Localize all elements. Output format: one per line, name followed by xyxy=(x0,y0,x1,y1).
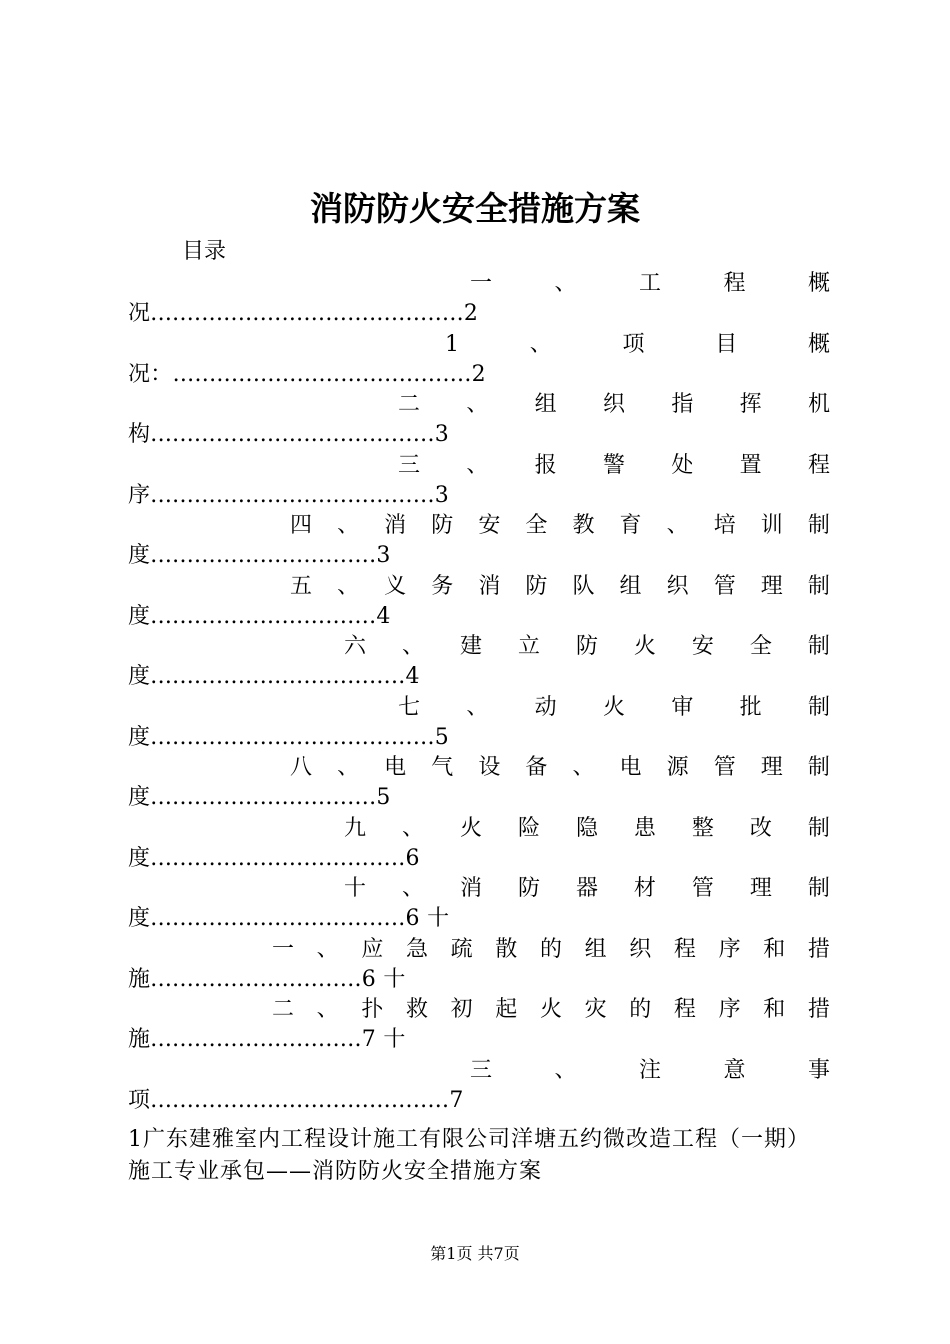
toc-head-char: 工 xyxy=(638,271,661,296)
toc-head-char: 火 xyxy=(539,997,562,1022)
toc-head-char: 、 xyxy=(666,513,689,538)
toc-head-char: 灾 xyxy=(584,997,607,1022)
toc-head-char: 、 xyxy=(554,1057,577,1083)
toc-head-char: 整 xyxy=(691,815,714,841)
toc-head-char: 备 xyxy=(525,755,548,780)
toc-head-char: 、 xyxy=(572,755,595,780)
toc-entry-tail: 度...................................6 十 xyxy=(128,906,450,931)
toc-head-char: 意 xyxy=(723,1057,746,1083)
toc-head-char: 消 xyxy=(478,573,501,599)
toc-head-char: 防 xyxy=(431,513,454,538)
toc-entry-head xyxy=(398,692,830,724)
toc-head-char: 训 xyxy=(760,513,783,538)
toc-head-char: 管 xyxy=(691,876,714,901)
toc-head-char: 消 xyxy=(384,513,407,538)
toc-head-char: 全 xyxy=(525,513,548,538)
toc-head-char: 置 xyxy=(739,452,762,478)
toc-head-char: 务 xyxy=(431,573,454,599)
toc-entry-tail: 项.........................................7 xyxy=(128,1087,464,1113)
toc-head-char: 教 xyxy=(572,513,595,538)
toc-head-char: 注 xyxy=(638,1057,661,1083)
toc-head-char: 制 xyxy=(807,573,830,599)
toc-entry-head xyxy=(470,268,830,300)
toc-entry-tail: 度...............................4 xyxy=(128,603,391,629)
toc-head-char: 安 xyxy=(478,513,501,538)
toc-head-char: 、 xyxy=(466,694,489,720)
toc-head-char: 项 xyxy=(622,331,645,357)
toc-head-char: 、 xyxy=(316,997,339,1022)
toc-head-char: 防 xyxy=(517,876,540,901)
toc-head-char: 培 xyxy=(713,513,736,538)
toc-entry-tail: 况...........................................2 xyxy=(128,301,479,326)
toc-head-char: 材 xyxy=(633,876,656,901)
toc-entry-tail: 序.......................................3 xyxy=(128,482,450,508)
toc-head-char: 序 xyxy=(718,936,741,962)
toc-head-char: 、 xyxy=(554,271,577,296)
toc-head-char: 挥 xyxy=(739,392,762,417)
page-footer: 第1页 共7页 xyxy=(430,1244,520,1263)
toc-head-char: 义 xyxy=(384,573,407,599)
toc-head-char: 扑 xyxy=(361,997,384,1022)
toc-head-char: 患 xyxy=(633,815,656,841)
toc-head-char: 警 xyxy=(602,452,625,478)
toc-head-char: 防 xyxy=(575,634,598,659)
toc-head-char: 、 xyxy=(466,452,489,478)
toc-head-char: 理 xyxy=(760,755,783,780)
toc-head-char: 救 xyxy=(405,997,428,1022)
toc-head-char: 报 xyxy=(534,452,557,478)
toc-entry-tail: 度...................................4 xyxy=(128,664,420,689)
toc-head-char: 一 xyxy=(470,271,493,296)
toc-entry-head xyxy=(344,631,830,663)
toc-head-char: 建 xyxy=(459,634,482,659)
toc-head-char: 消 xyxy=(459,876,482,901)
toc-head-char: 组 xyxy=(619,573,642,599)
toc-head-char: 织 xyxy=(602,392,625,417)
toc-head-char: 、 xyxy=(316,936,339,962)
toc-head-char: 的 xyxy=(629,997,652,1022)
toc-head-char: 二 xyxy=(272,997,295,1022)
toc-entry-tail: 况：.........................................2 xyxy=(128,361,486,387)
toc-head-char: 程 xyxy=(723,271,746,296)
toc-entry-head xyxy=(470,1055,830,1087)
toc-head-char: 隐 xyxy=(575,815,598,841)
toc-head-char: 急 xyxy=(405,936,428,962)
toc-head-char: 火 xyxy=(459,815,482,841)
toc-head-char: 序 xyxy=(718,997,741,1022)
toc-head-char: 组 xyxy=(584,936,607,962)
toc-entry-head xyxy=(272,934,830,966)
toc-entry-tail: 度...............................5 xyxy=(128,785,391,810)
toc-head-char: 全 xyxy=(749,634,772,659)
toc-head-char: 目 xyxy=(715,331,738,357)
toc-head-char: 织 xyxy=(666,573,689,599)
toc-head-char: 起 xyxy=(495,997,518,1022)
toc-head-char: 险 xyxy=(517,815,540,841)
toc-entry-head xyxy=(290,510,830,542)
toc-head-char: 初 xyxy=(450,997,473,1022)
toc-head-char: 和 xyxy=(763,936,786,962)
toc-head-char: 批 xyxy=(739,694,762,720)
toc-head-char: 制 xyxy=(807,755,830,780)
toc-head-char: 八 xyxy=(290,755,313,780)
toc-head-char: 程 xyxy=(673,997,696,1022)
toc-entry-tail: 构.......................................3 xyxy=(128,422,450,447)
toc-head-char: 、 xyxy=(401,815,424,841)
toc-head-char: 疏 xyxy=(450,936,473,962)
toc-entry-head xyxy=(272,994,830,1026)
toc-head-char: 处 xyxy=(671,452,694,478)
toc-head-char: 、 xyxy=(466,392,489,417)
toc-head-char: 设 xyxy=(478,755,501,780)
toc-head-char: 安 xyxy=(691,634,714,659)
toc-head-char: 防 xyxy=(525,573,548,599)
toc-head-char: 制 xyxy=(807,513,830,538)
toc-label: 目录 xyxy=(182,239,227,264)
toc-head-char: 火 xyxy=(633,634,656,659)
toc-head-char: 程 xyxy=(807,452,830,478)
toc-head-char: 的 xyxy=(539,936,562,962)
body-paragraph: 1广东建雅室内工程设计施工有限公司洋塘五约微改造工程（一期）施工专业承包——消防防火安全措施方案 xyxy=(128,1127,810,1184)
toc-head-char: 管 xyxy=(713,573,736,599)
toc-entry-tail: 施.............................6 十 xyxy=(128,966,406,992)
toc-entry-tail: 度...............................3 xyxy=(128,543,391,568)
toc-entry-head xyxy=(398,389,830,421)
toc-head-char: 队 xyxy=(572,573,595,599)
toc-head-char: 审 xyxy=(671,694,694,720)
toc-head-char: 制 xyxy=(807,634,830,659)
toc-head-char: 电 xyxy=(619,755,642,780)
toc-head-char: 电 xyxy=(384,755,407,780)
toc-head-char: 一 xyxy=(272,936,295,962)
toc-head-char: 制 xyxy=(807,876,830,901)
toc-head-char: 动 xyxy=(534,694,557,720)
toc-head-char: 改 xyxy=(749,815,772,841)
toc-head-char: 源 xyxy=(666,755,689,780)
toc-entry-head xyxy=(344,873,830,905)
toc-head-char: 散 xyxy=(495,936,518,962)
toc-head-char: 、 xyxy=(529,331,552,357)
toc-head-char: 织 xyxy=(629,936,652,962)
toc-head-char: 概 xyxy=(807,271,830,296)
toc-entry-head xyxy=(344,813,830,845)
toc-head-char: 五 xyxy=(290,573,313,599)
toc-head-char: 应 xyxy=(361,936,384,962)
toc-head-char: 机 xyxy=(807,392,830,417)
toc-head-char: 二 xyxy=(398,392,421,417)
toc-head-char: 、 xyxy=(337,513,360,538)
toc-head-char: 十 xyxy=(344,876,367,901)
toc-head-char: 组 xyxy=(534,392,557,417)
toc-head-char: 理 xyxy=(760,573,783,599)
toc-entry-head xyxy=(290,571,830,603)
toc-entry-tail: 施.............................7 十 xyxy=(128,1027,406,1052)
toc-entry-tail: 度...................................6 xyxy=(128,845,420,871)
toc-head-char: 1 xyxy=(445,331,459,357)
toc-head-char: 七 xyxy=(398,694,421,720)
toc-entry-head xyxy=(398,450,830,482)
toc-head-char: 和 xyxy=(763,997,786,1022)
toc-head-char: 、 xyxy=(337,573,360,599)
toc-head-char: 三 xyxy=(470,1057,493,1083)
toc-head-char: 器 xyxy=(575,876,598,901)
toc-head-char: 、 xyxy=(401,876,424,901)
toc-head-char: 程 xyxy=(673,936,696,962)
toc-head-char: 管 xyxy=(713,755,736,780)
toc-head-char: 指 xyxy=(671,392,694,417)
toc-head-char: 九 xyxy=(344,815,367,841)
toc-head-char: 措 xyxy=(807,997,830,1022)
toc-head-char: 概 xyxy=(807,331,830,357)
toc-head-char: 制 xyxy=(807,815,830,841)
toc-head-char: 、 xyxy=(401,634,424,659)
toc-entry-head xyxy=(290,752,830,784)
toc-head-char: 制 xyxy=(807,694,830,720)
toc-head-char: 事 xyxy=(807,1057,830,1083)
toc-head-char: 理 xyxy=(749,876,772,901)
toc-entry-head xyxy=(445,329,830,361)
toc-entry-tail: 度.......................................5 xyxy=(128,724,450,750)
toc-head-char: 育 xyxy=(619,513,642,538)
toc-head-char: 气 xyxy=(431,755,454,780)
toc-head-char: 立 xyxy=(517,634,540,659)
document-title: 消防防火安全措施方案 xyxy=(310,189,640,228)
toc-head-char: 火 xyxy=(602,694,625,720)
toc-head-char: 、 xyxy=(337,755,360,780)
toc-head-char: 措 xyxy=(807,936,830,962)
toc-head-char: 三 xyxy=(398,452,421,478)
toc-head-char: 四 xyxy=(290,513,313,538)
toc-head-char: 六 xyxy=(344,634,367,659)
